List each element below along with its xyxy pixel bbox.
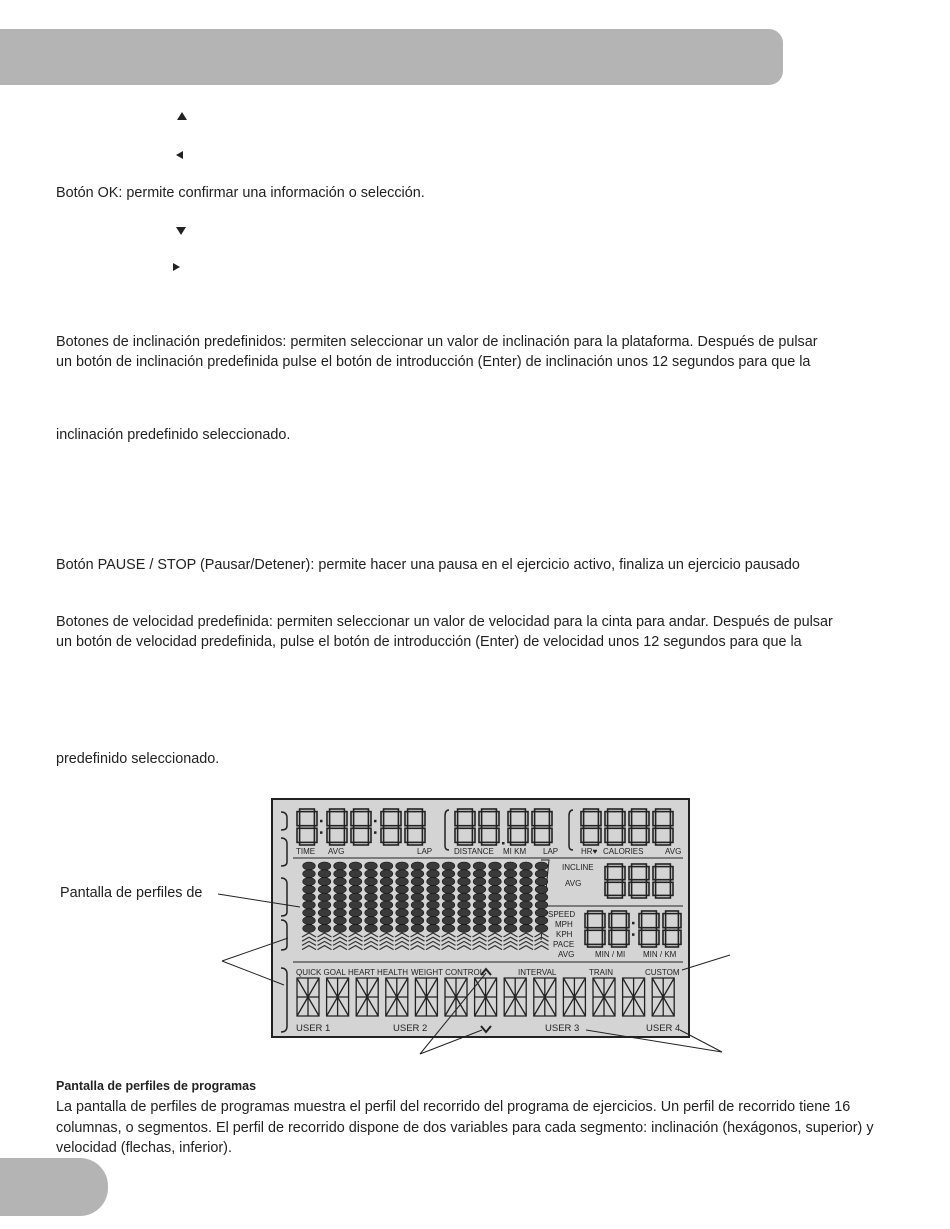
label-lap-time: LAP [417,847,433,856]
label-kph: KPH [556,930,573,939]
speed-para-end: predefinido seleccionado. [56,751,220,767]
page-number-tab [0,1158,108,1216]
program-weight-control: WEIGHT CONTROL [411,968,485,977]
program-interval: INTERVAL [518,968,557,977]
label-distance: DISTANCE [454,847,494,856]
speed-para-line1: Botones de velocidad predefinida: permiten seleccionar un valor de velocidad para la cinta para andar. Después de pulsar [56,614,833,630]
speed-para-line2: un botón de velocidad predefinida, pulse el botón de introducción (Enter) de velocidad unos 12 segundos para que la [56,634,802,650]
label-speed: SPEED [548,910,576,919]
profile-callout-label: Pantalla de perfiles de [60,885,203,901]
callout-line-left-a [222,938,288,961]
incline-para-line2: un botón de inclinación predefinida pulse el botón de introducción (Enter) de inclinación unos 12 segundos para que la [56,354,811,370]
label-mi-km: MI KM [503,847,527,856]
callout-line-left-b [222,961,284,985]
label-min-km: MIN / KM [643,950,677,959]
callout-line-custom [682,955,730,970]
label-mph: MPH [555,920,573,929]
program-custom: CUSTOM [645,968,680,977]
program-heart-health: HEART HEALTH [348,968,409,977]
user-1-label: USER 1 [296,1023,331,1034]
label-time: TIME [296,847,316,856]
pause-stop-description: Botón PAUSE / STOP (Pausar/Detener): permite hacer una pausa en el ejercicio activo, finaliza un ejercicio pausado [56,557,800,573]
incline-para-line1: Botones de inclinación predefinidos: permiten seleccionar un valor de inclinación para la plataforma. Después de pulsar [56,334,818,350]
label-calories: CALORIES [603,847,644,856]
label-hr-text: HR [581,847,593,856]
label-avg-incline: AVG [565,879,582,888]
label-min-mi: MIN / MI [595,950,626,959]
heart-icon: ♥ [592,847,598,856]
label-lap-distance: LAP [543,847,559,856]
profile-section-body: La pantalla de perfiles de programas muestra el perfil del recorrido del programa de ejercicios. Un perfil de recorrido tiene 16 columnas, o segmentos. El perfil de recorrido dispone de dos variables para cada segmento: inclinación (hexágonos, superior) y velocidad (flechas, inferior). [56,1099,874,1156]
callout-line-profile [218,894,300,907]
incline-para-end: inclinación predefinido seleccionado. [56,427,291,443]
label-incline: INCLINE [562,863,594,872]
label-pace: PACE [553,940,575,949]
callout-line-up-arrow [420,973,486,1054]
label-avg-speed: AVG [558,950,575,959]
user-3-label: USER 3 [545,1023,580,1034]
user-2-label: USER 2 [393,1023,428,1034]
label-avg-calories: AVG [665,847,682,856]
label-avg-time: AVG [328,847,345,856]
user-4-label: USER 4 [646,1023,681,1034]
program-quick-goal: QUICK GOAL [296,968,346,977]
ok-button-description: Botón OK: permite confirmar una información o selección. [56,185,425,201]
profile-section-heading: Pantalla de perfiles de programas [56,1079,257,1093]
program-train: TRAIN [589,968,613,977]
